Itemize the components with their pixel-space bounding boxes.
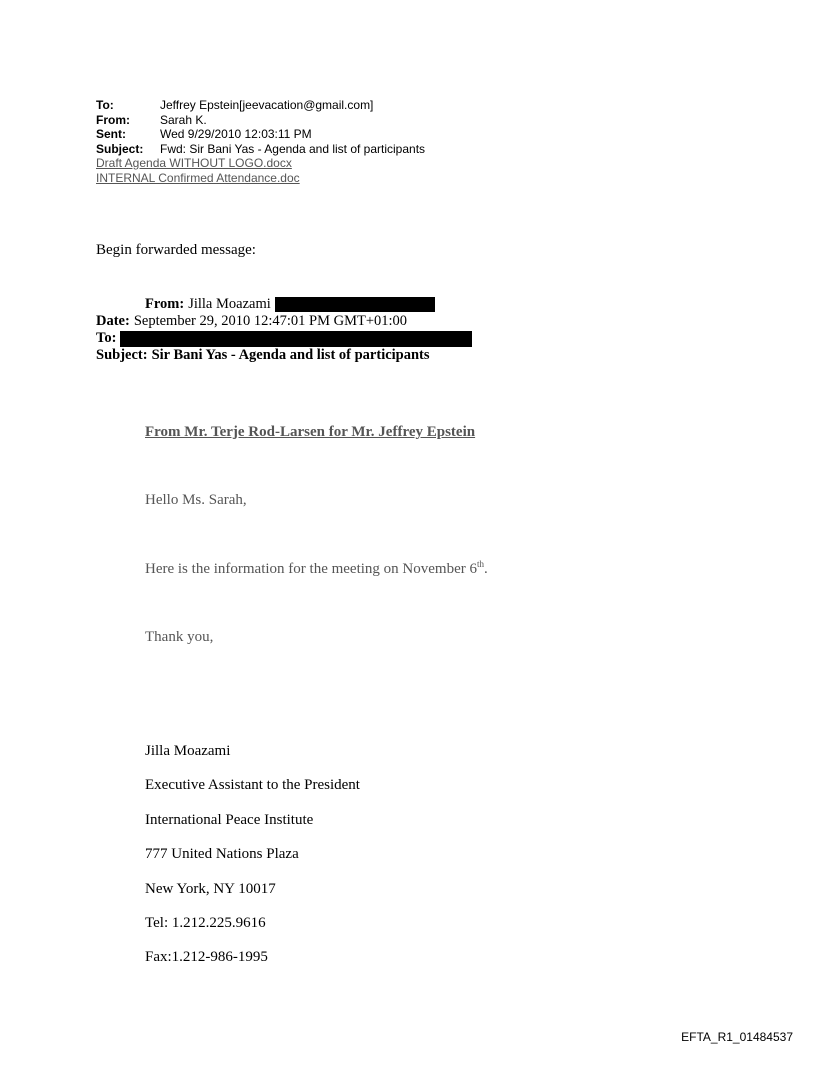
from-row (96, 113, 425, 128)
info-text-main: Here is the information for the meeting on November 6 (145, 561, 477, 577)
forwarded-from-value: Jilla Moazami (188, 296, 271, 312)
to-row (96, 98, 425, 113)
signature-org: International Peace Institute (145, 811, 314, 828)
signature-role: Executive Assistant to the President (145, 777, 360, 794)
sent-value: Wed 9/29/2010 12:03:11 PM (160, 127, 312, 141)
sent-row (96, 127, 425, 142)
subject-row (96, 142, 425, 157)
forwarded-from-row (96, 296, 472, 313)
forwarded-subject-row (96, 347, 472, 364)
signature-name: Jilla Moazami (145, 743, 231, 759)
forwarded-to-label: To: (96, 330, 117, 346)
info-text-end: . (484, 561, 488, 577)
redaction-box (120, 331, 472, 347)
subject-value: Fwd: Sir Bani Yas - Agenda and list of participants (160, 141, 426, 156)
forwarded-header (96, 296, 472, 364)
forwarded-to-row (96, 330, 472, 347)
email-header (96, 98, 425, 185)
message-title-link[interactable]: From Mr. Terje Rod-Larsen for Mr. Jeffrey Epstein (145, 424, 476, 440)
info-text (145, 561, 488, 578)
signature-block (145, 734, 360, 975)
forwarded-subject-label: Subject: (96, 347, 148, 363)
forwarded-date-label: Date: (96, 313, 130, 329)
from-label: From: (96, 112, 130, 127)
forwarded-subject-value: Sir Bani Yas - Agenda and list of participants (151, 347, 430, 363)
forwarded-date-row (96, 313, 472, 330)
to-label: To: (96, 98, 114, 112)
to-value: Jeffrey Epstein[jeevacation@gmail.com] (160, 98, 374, 112)
signature-tel: Tel: 1.212.225.9616 (145, 915, 266, 932)
attachment-link[interactable]: INTERNAL Confirmed Attendance.doc (96, 170, 300, 185)
attachment-link[interactable]: Draft Agenda WITHOUT LOGO.docx (96, 156, 292, 170)
document-id: EFTA_R1_01484537 (681, 1030, 793, 1044)
info-text-superscript: th (477, 559, 485, 569)
redaction-box (275, 297, 435, 312)
forwarded-date-value: September 29, 2010 12:47:01 PM GMT+01:00 (133, 313, 408, 329)
subject-label: Subject: (96, 141, 144, 156)
from-value: Sarah K. (160, 112, 207, 127)
greeting-text: Hello Ms. Sarah, (145, 492, 247, 508)
signature-city: New York, NY 10017 (145, 880, 276, 897)
sent-label: Sent: (96, 127, 126, 141)
thanks-text: Thank you, (145, 629, 214, 645)
begin-forwarded-text: Begin forwarded message: (96, 242, 256, 258)
forwarded-from-label: From: (145, 296, 185, 312)
signature-street: 777 United Nations Plaza (145, 846, 299, 863)
signature-fax: Fax:1.212-986-1995 (145, 949, 268, 966)
